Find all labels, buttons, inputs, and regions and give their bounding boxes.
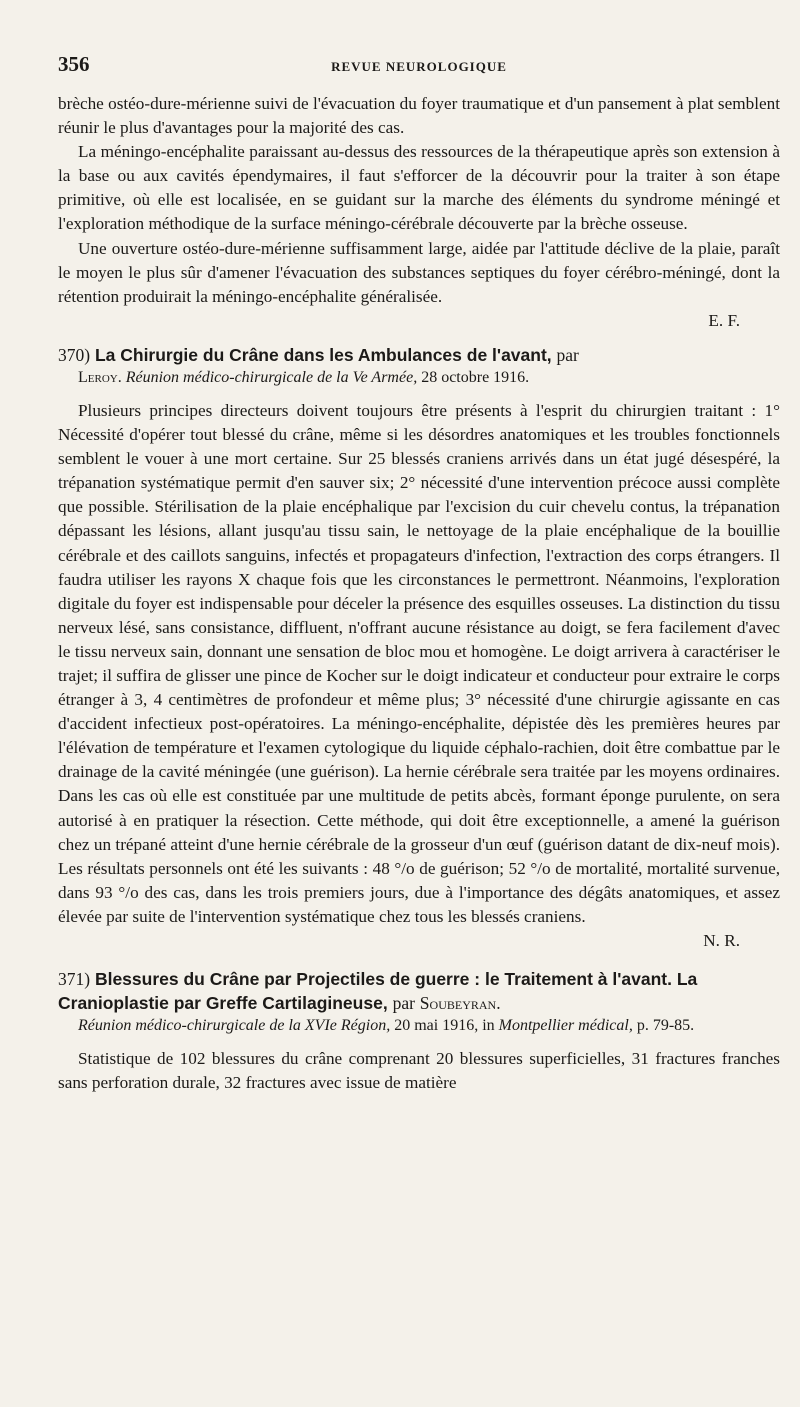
entry-370-date: 28 octobre 1916. (421, 368, 530, 386)
entry-371-reference (78, 1015, 780, 1037)
entry-370-title: La Chirurgie du Crâne dans les Ambulances de l'avant, (94, 344, 552, 365)
page-number: 356 (58, 52, 90, 76)
entry-370-source: Réunion médico-chirurgicale de la Ve Armée, (125, 368, 418, 386)
journal-page (58, 52, 780, 1095)
running-head: REVUE NEUROLOGIQUE (331, 59, 507, 74)
entry-370-signature (58, 929, 780, 953)
entry-370-number: 370) (58, 344, 91, 365)
entry-370-initials: N. R. (703, 931, 740, 950)
entry-371-par: par (392, 993, 415, 1014)
entry-370 (58, 343, 780, 953)
intro-paragraph-1: brèche ostéo-dure-mérienne suivi de l'évacuation du foyer traumatique et d'un pansement à plat semblent réunir le plus d'avantages pour la majorité des cas. (58, 94, 780, 138)
entry-371-date: 20 mai 1916, in (394, 1017, 495, 1035)
entry-370-heading (58, 343, 780, 367)
intro-paragraph-2: La méningo-encéphalite paraissant au-dessus des ressources de la thérapeutique après son extension à la base ou aux cavités épendymaires, il faut s'efforcer de la découvrir pour la traiter à son étape primitive, où elle est localisée, en se guidant sur la marche des éléments du syndrome méningé et l'exploration méthodique de la surface méningo-cérébrale découverte par la brèche osseuse. (58, 142, 780, 234)
entry-371-author: Soubeyran. (419, 993, 501, 1014)
entry-371-body: Statistique de 102 blessures du crâne comprenant 20 blessures superficielles, 31 fractures franches sans perforation durale, 32 fractures avec issue de matière (58, 1049, 780, 1093)
reviewer-initials: E. F. (708, 310, 740, 330)
entry-370-author: Leroy. (78, 368, 122, 386)
entry-371 (58, 967, 780, 1095)
intro-paragraph-3: Une ouverture ostéo-dure-mérienne suffisamment large, aidée par l'attitude déclive de la plaie, paraît le moyen le plus sûr d'amener l'évacuation des substances septiques du foyer cérébro-méningé, dont la rétention produirait la méningo-encéphalite généralisée. (58, 238, 780, 306)
entry-371-number: 371) (58, 969, 91, 990)
entry-371-pages: p. 79-85. (636, 1017, 695, 1035)
entry-370-par: par (556, 344, 579, 365)
entry-371-title: Blessures du Crâne par Projectiles de guerre : le Traitement à l'avant. La Cranioplastie par Greffe Cartilagineuse, (58, 969, 698, 1014)
entry-371-journal: Montpellier médical, (498, 1017, 633, 1035)
entry-370-body: Plusieurs principes directeurs doivent toujours être présents à l'esprit du chirurgien traitant : 1° Nécessité d'opérer tout blessé du crâne, même si les désordres anatomiques et les troubles fonctionnels semblent le vouer à une mort certaine. Sur 25 blessés craniens arrivés dans un état jugé désespéré, la trépanation systématique permit d'en sauver six; 2° nécessité d'une intervention précoce aussi complète que possible. Stérilisation de la plaie encéphalique par l'excision du cuir chevelu contus, la trépanation dépassant les lésions, allant jusqu'au tissu sain, le nettoyage de la plaie encéphalique de la bouillie cérébrale et des caillots sanguins, infectés et propagateurs d'infection, l'extraction des corps étrangers. Il faudra utiliser les rayons X chaque fois que les circonstances le permettront. Néanmoins, l'exploration digitale du foyer est indispensable pour déceler la présence des esquilles osseuses. La distinction du tissu nerveux lésé, sans consistance, diffluent, n'offrant aucune résistance au doigt, se fera facilement d'avec le tissu nerveux sain, donnant une sensation de bloc mou et homogène. Le doigt arrivera à caractériser le trajet; il suffira de glisser une pince de Kocher sur le doigt indicateur et conducteur pour extraire le corps étranger à 3, 4 centimètres de profondeur et même plus; 3° nécessité d'une chirurgie agissante en cas d'accident infectieux post-opératoires. La méningo-encéphalite, dépistée dès les premières heures par l'élévation de température et l'examen cytologique du liquide céphalo-rachien, doit être combattue par le drainage de la cavité méningée (une guérison). La hernie cérébrale sera traitée par les moyens ordinaires. Dans les cas où elle est constituée par une multitude de petits abcès, formant éponge purulente, on sera autorisé à en pratiquer la résection. Cette méthode, qui doit être exceptionnelle, a amené la guérison chez un trépané atteint d'une hernie cérébrale de la grosseur d'un œuf (guérison datant de dix-neuf mois). Les résultats personnels ont été les suivants : 48 °/o de guérison; 52 °/o de mortalité, mortalité survenue, dans 93 °/o des cas, dans les trois premiers jours, due à l'importance des dégâts anatomiques, et assez élevée par suite de l'intervention systématique chez tous les blessés craniens. (58, 400, 781, 926)
intro-signature (58, 309, 780, 333)
entry-370-reference (78, 367, 780, 389)
page-header (58, 52, 780, 92)
entry-371-source: Réunion médico-chirurgicale de la XVIe Région, (78, 1017, 391, 1035)
entry-371-heading (58, 967, 780, 1015)
